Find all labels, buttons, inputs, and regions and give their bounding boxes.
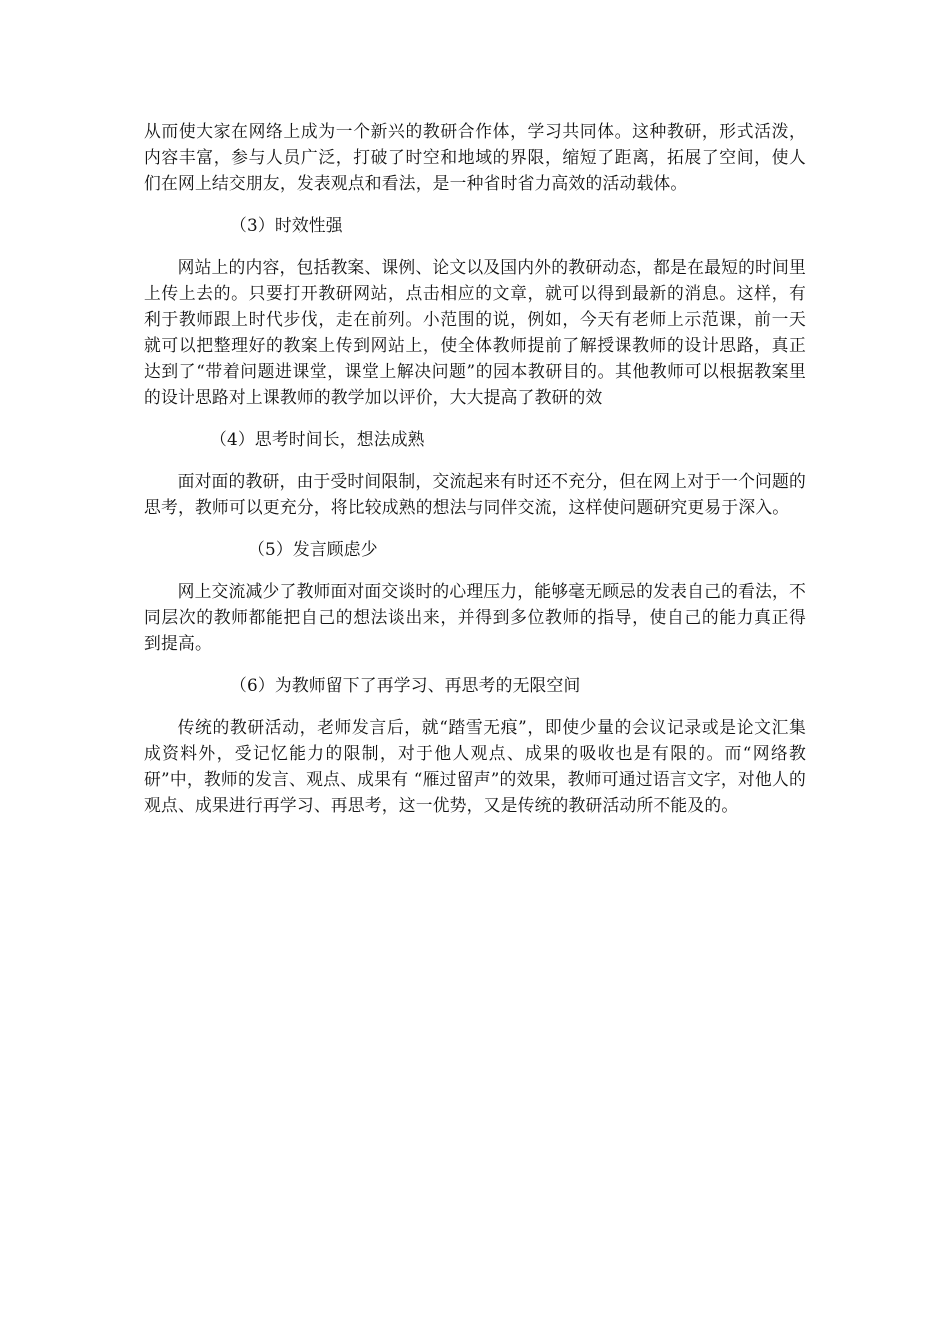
paragraph-intro: 从而使大家在网络上成为一个新兴的教研合作体，学习共同体。这种教研，形式活泼，内容丰富，参与人员广泛，打破了时空和地域的界限，缩短了距离，拓展了空间，使人们在网上结交朋友，发表观点和看法，是一种省时省力高效的活动载体。 (144, 121, 806, 193)
section-heading-4: （4）思考时间长，想法成熟 (210, 429, 425, 449)
section-heading-3: （3）时效性强 (230, 215, 343, 235)
paragraph-4: 面对面的教研，由于受时间限制，交流起来有时还不充分，但在网上对于一个问题的思考，教师可以更充分，将比较成熟的想法与同伴交流，这样使问题研究更易于深入。 (144, 471, 806, 517)
document-body (144, 118, 806, 818)
section-heading-6: （6）为教师留下了再学习、再思考的无限空间 (230, 675, 581, 695)
paragraph-5: 网上交流减少了教师面对面交谈时的心理压力，能够毫无顾忌的发表自己的看法，不同层次的教师都能把自己的想法谈出来，并得到多位教师的指导，使自己的能力真正得到提高。 (144, 581, 806, 653)
paragraph-3: 网站上的内容，包括教案、课例、论文以及国内外的教研动态，都是在最短的时间里上传上去的。只要打开教研网站，点击相应的文章，就可以得到最新的消息。这样，有利于教师跟上时代步伐，走在前列。小范围的说，例如，今天有老师上示范课，前一天就可以把整理好的教案上传到网站上，使全体教师提前了解授课教师的设计思路，真正达到了“带着问题进课堂，课堂上解决问题”的园本教研目的。其他教师可以根据教案里的设计思路对上课教师的教学加以评价，大大提高了教研的效 (144, 257, 806, 407)
paragraph-6: 传统的教研活动，老师发言后，就“踏雪无痕”，即使少量的会议记录或是论文汇集成资料外，受记忆能力的限制，对于他人观点、成果的吸收也是有限的。而“网络教研”中，教师的发言、观点、成果有 “雁过留声”的效果，教师可通过语言文字，对他人的观点、成果进行再学习、再思考，这一优势，又是传统的教研活动所不能及的。 (144, 717, 806, 815)
section-heading-5: （5）发言顾虑少 (248, 539, 378, 559)
